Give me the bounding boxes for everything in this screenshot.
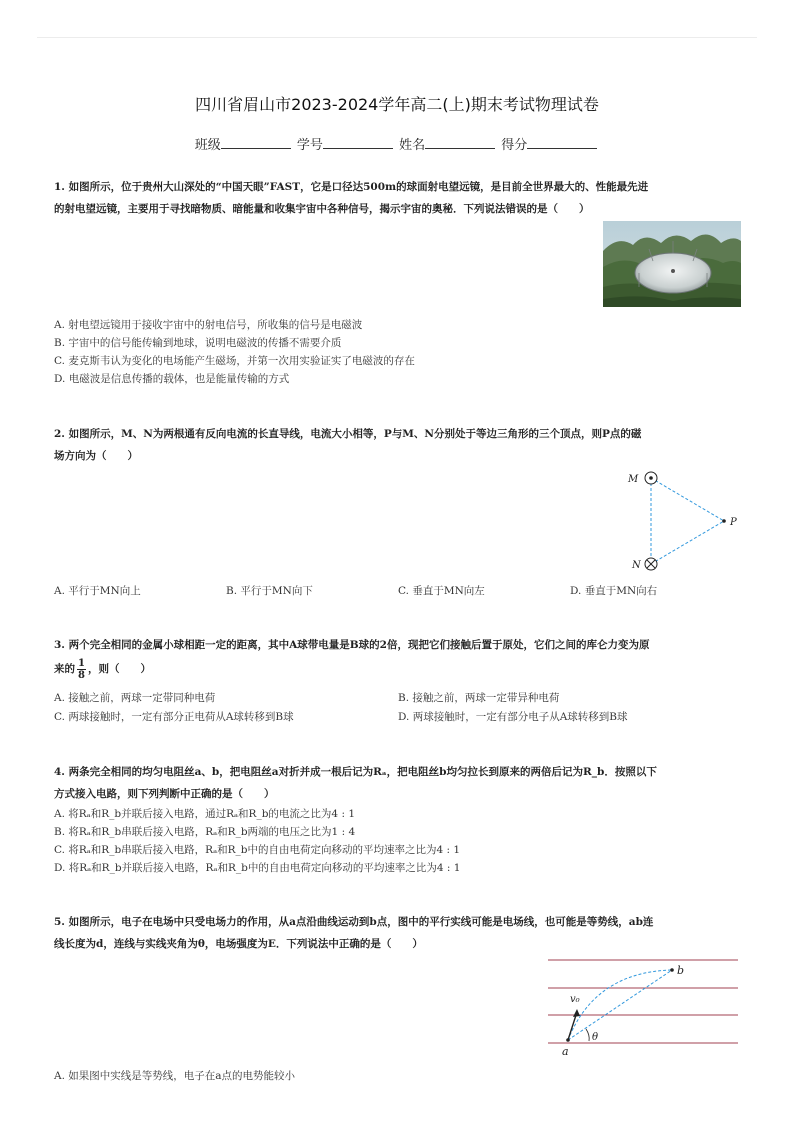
top-divider bbox=[37, 37, 757, 38]
q1-option-d[interactable]: D. 电磁波是信息传播的载体，也是能量传输的方式 bbox=[54, 373, 290, 385]
name-field[interactable] bbox=[425, 137, 495, 149]
page-title: 四川省眉山市2023-2024学年高二(上)期末考试物理试卷 bbox=[195, 95, 599, 114]
fast-telescope-image bbox=[603, 221, 741, 307]
label-n: N bbox=[632, 560, 641, 571]
q4-option-d[interactable]: D. 将Rₐ和R_b并联后接入电路，Rₐ和R_b中的自由电荷定向移动的平均速率之比为4 : 1 bbox=[54, 862, 461, 874]
label-v0: v₀ bbox=[570, 994, 580, 1005]
label-a: a bbox=[562, 1045, 569, 1058]
q3-option-b[interactable]: B. 接触之前，两球一定带异种电荷 bbox=[398, 692, 560, 704]
label-p: P bbox=[730, 517, 737, 528]
question-3-line-1: 3. 两个完全相同的金属小球相距一定的距离，其中A球带电量是B球的2倍，现把它们接触后置于原处，它们之间的库仑力变为原 bbox=[54, 639, 650, 651]
question-4-line-1: 4. 两条完全相同的均匀电阻丝a、b，把电阻丝a对折并成一根后记为Rₐ，把电阻丝b均匀拉长到原来的两倍后记为R_b．按照以下 bbox=[54, 766, 657, 778]
q4-option-c[interactable]: C. 将Rₐ和R_b串联后接入电路，Rₐ和R_b中的自由电荷定向移动的平均速率之比为4 : 1 bbox=[54, 844, 461, 856]
id-label: 学号 bbox=[296, 138, 323, 153]
question-4-line-2: 方式接入电路，则下列判断中正确的是（ ） bbox=[54, 788, 275, 800]
q1-option-c[interactable]: C. 麦克斯韦认为变化的电场能产生磁场，并第一次用实验证实了电磁波的存在 bbox=[54, 355, 415, 367]
q3-line2-post: ，则（ ） bbox=[88, 663, 151, 675]
q3-option-a[interactable]: A. 接触之前，两球一定带同种电荷 bbox=[54, 692, 216, 704]
id-field[interactable] bbox=[323, 137, 393, 149]
q3-line2-pre: 来的 bbox=[54, 663, 75, 675]
label-m: M bbox=[628, 474, 639, 485]
field-lines-figure bbox=[540, 952, 740, 1064]
question-2-line-2: 场方向为（ ） bbox=[54, 450, 138, 462]
question-1-stem bbox=[54, 176, 740, 220]
student-info-line bbox=[0, 134, 794, 153]
class-label: 班级 bbox=[194, 138, 221, 153]
q1-option-a[interactable]: A. 射电望远镜用于接收宇宙中的射电信号，所收集的信号是电磁波 bbox=[54, 319, 363, 331]
q2-option-c[interactable]: C. 垂直于MN向左 bbox=[398, 585, 485, 597]
label-theta: θ bbox=[592, 1032, 599, 1043]
question-5-line-1: 5. 如图所示，电子在电场中只受电场力的作用，从a点沿曲线运动到b点，图中的平行实线可能是电场线，也可能是等势线，ab连 bbox=[54, 916, 654, 928]
question-1-line-1: 1. 如图所示，位于贵州大山深处的“中国天眼”FAST，它是口径达500m的球面射电望远镜，是目前全世界最大的、性能最先进 bbox=[54, 181, 649, 193]
q2-option-b[interactable]: B. 平行于MN向下 bbox=[226, 585, 313, 597]
theta-arc bbox=[586, 1029, 589, 1041]
q3-option-d[interactable]: D. 两球接触时，一定有部分电子从A球转移到B球 bbox=[398, 711, 628, 723]
q5-option-a[interactable]: A. 如果图中实线是等势线，电子在a点的电势能较小 bbox=[54, 1070, 296, 1082]
question-5-stem bbox=[54, 911, 740, 955]
score-label: 得分 bbox=[501, 138, 528, 153]
fraction-denominator: 8 bbox=[78, 669, 85, 681]
question-1-options bbox=[54, 316, 415, 388]
question-1-line-2: 的射电望远镜，主要用于寻找暗物质、暗能量和收集宇宙中各种信号，揭示宇宙的奥秘．下列说法错误的是（ ） bbox=[54, 203, 590, 215]
q2-option-a[interactable]: A. 平行于MN向上 bbox=[54, 585, 141, 597]
score-field[interactable] bbox=[527, 137, 597, 149]
q2-option-d[interactable]: D. 垂直于MN向右 bbox=[570, 585, 658, 597]
question-4-stem bbox=[54, 761, 740, 805]
fraction-one-eighth bbox=[77, 658, 86, 681]
q4-option-b[interactable]: B. 将Rₐ和R_b串联后接入电路，Rₐ和R_b两端的电压之比为1 : 4 bbox=[54, 826, 356, 838]
q3-option-c[interactable]: C. 两球接触时，一定有部分正电荷从A球转移到B球 bbox=[54, 711, 294, 723]
name-label: 姓名 bbox=[399, 138, 426, 153]
question-3-line-2 bbox=[54, 656, 740, 682]
label-b: b bbox=[677, 964, 685, 977]
q4-option-a[interactable]: A. 将Rₐ和R_b并联后接入电路，通过Rₐ和R_b的电流之比为4 : 1 bbox=[54, 808, 355, 820]
question-5-line-2: 线长度为d，连线与实线夹角为θ，电场强度为E．下列说法中正确的是（ ） bbox=[54, 938, 423, 950]
q1-option-b[interactable]: B. 宇宙中的信号能传输到地球，说明电磁波的传播不需要介质 bbox=[54, 337, 342, 349]
ab-segment bbox=[568, 970, 672, 1040]
class-field[interactable] bbox=[221, 137, 291, 149]
triangle-figure bbox=[620, 464, 750, 576]
question-2-line-1: 2. 如图所示，M、N为两根通有反向电流的长直导线，电流大小相等，P与M、N分别处于等边三角形的三个顶点，则P点的磁 bbox=[54, 428, 642, 440]
fraction-numerator: 1 bbox=[78, 657, 85, 669]
question-3-stem bbox=[54, 634, 740, 682]
question-2-stem bbox=[54, 423, 740, 467]
question-4-options bbox=[54, 805, 460, 877]
